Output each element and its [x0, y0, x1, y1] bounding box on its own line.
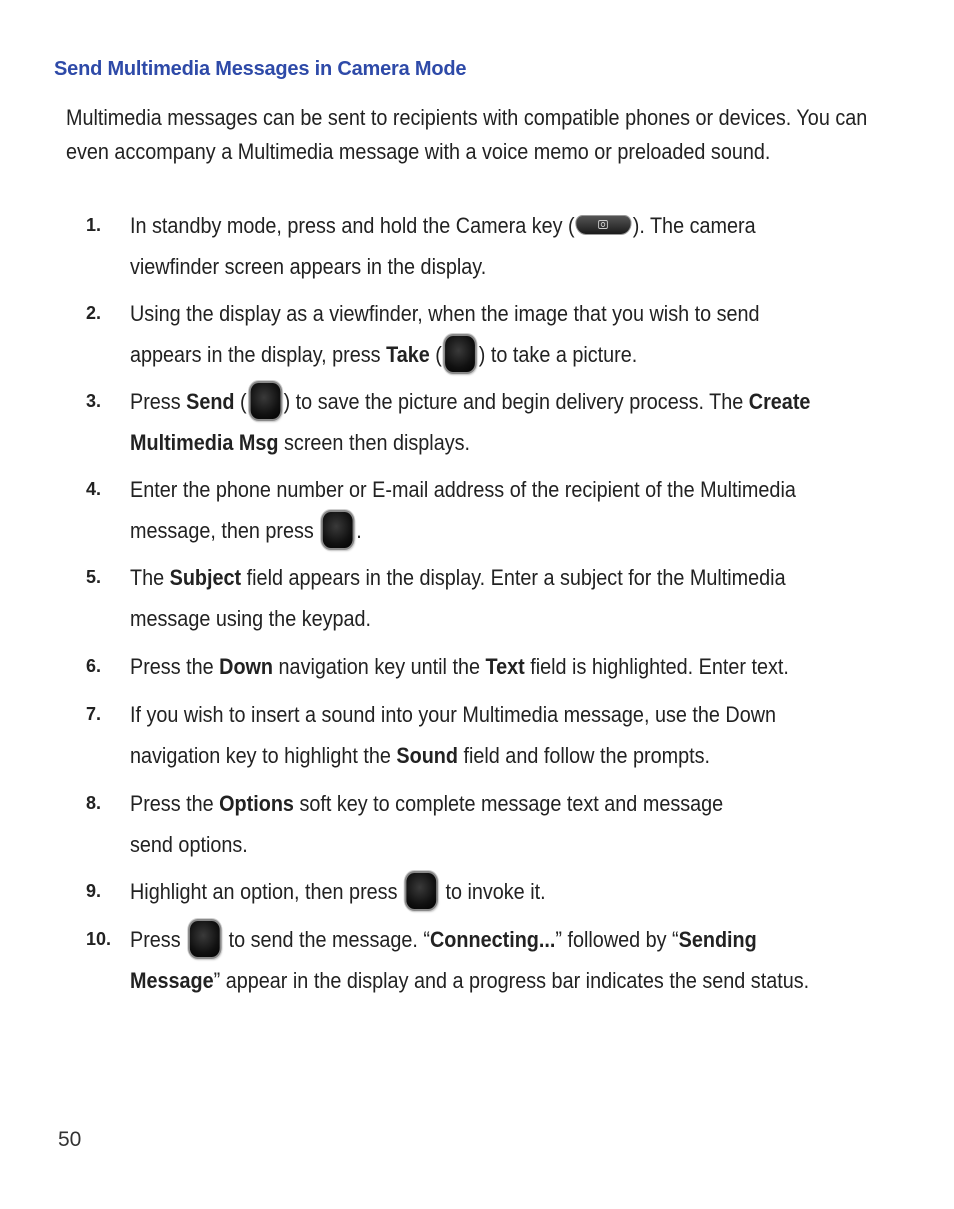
ok-key-icon — [250, 383, 280, 419]
ok-key-icon — [190, 921, 220, 957]
step-text: If you wish to insert a sound into your Multimedia message, use the Down navigation key to highlight the Sound field and follow the prompts. — [130, 702, 777, 768]
camera-key-icon — [576, 216, 631, 234]
step-text: Press the Options soft key to complete message text and message send options. — [130, 791, 724, 857]
step-text: Press Send ( ) to save the picture and begin delivery process. The Create Multimedia Msg screen then displays. — [130, 381, 887, 463]
step-number: 1. — [86, 215, 102, 235]
step-text: Press to send the message. “Connecting...” followed by “Sending Message” appear in the display and a progress bar indicates the send status. — [130, 919, 887, 1001]
section-heading: Send Multimedia Messages in Camera Mode — [54, 58, 467, 80]
step-number: 9. — [86, 881, 102, 901]
step-number: 4. — [86, 479, 102, 499]
step-number: 10. — [86, 929, 112, 949]
ok-key-icon — [323, 512, 353, 548]
step-number: 8. — [86, 793, 102, 813]
step-number: 2. — [86, 303, 102, 323]
ok-key-icon — [406, 873, 436, 909]
page-number: 50 — [58, 1128, 82, 1151]
step-number: 3. — [86, 391, 102, 411]
step-number: 6. — [86, 656, 102, 676]
step-text: Using the display as a viewfinder, when the image that you wish to send appears in the display, press Take ( ) to take a picture. — [130, 293, 887, 375]
step-text: The Subject field appears in the display. Enter a subject for the Multimedia message using the keypad. — [130, 565, 786, 631]
step-text: Press the Down navigation key until the Text field is highlighted. Enter text. — [130, 654, 789, 679]
step-number: 5. — [86, 567, 102, 587]
step-text: In standby mode, press and hold the Camera key ( ). The camera viewfinder screen appears in the display. — [130, 213, 756, 279]
step-text: Enter the phone number or E-mail address of the recipient of the Multimedia message, then press . — [130, 469, 887, 551]
step-number: 7. — [86, 704, 102, 724]
step-text: Highlight an option, then press to invoke it. — [130, 871, 887, 912]
intro-paragraph: Multimedia messages can be sent to recipients with compatible phones or devices. You can even accompany a Multimedia message with a voice memo or preloaded sound. — [66, 105, 868, 164]
ok-key-icon — [445, 336, 475, 372]
